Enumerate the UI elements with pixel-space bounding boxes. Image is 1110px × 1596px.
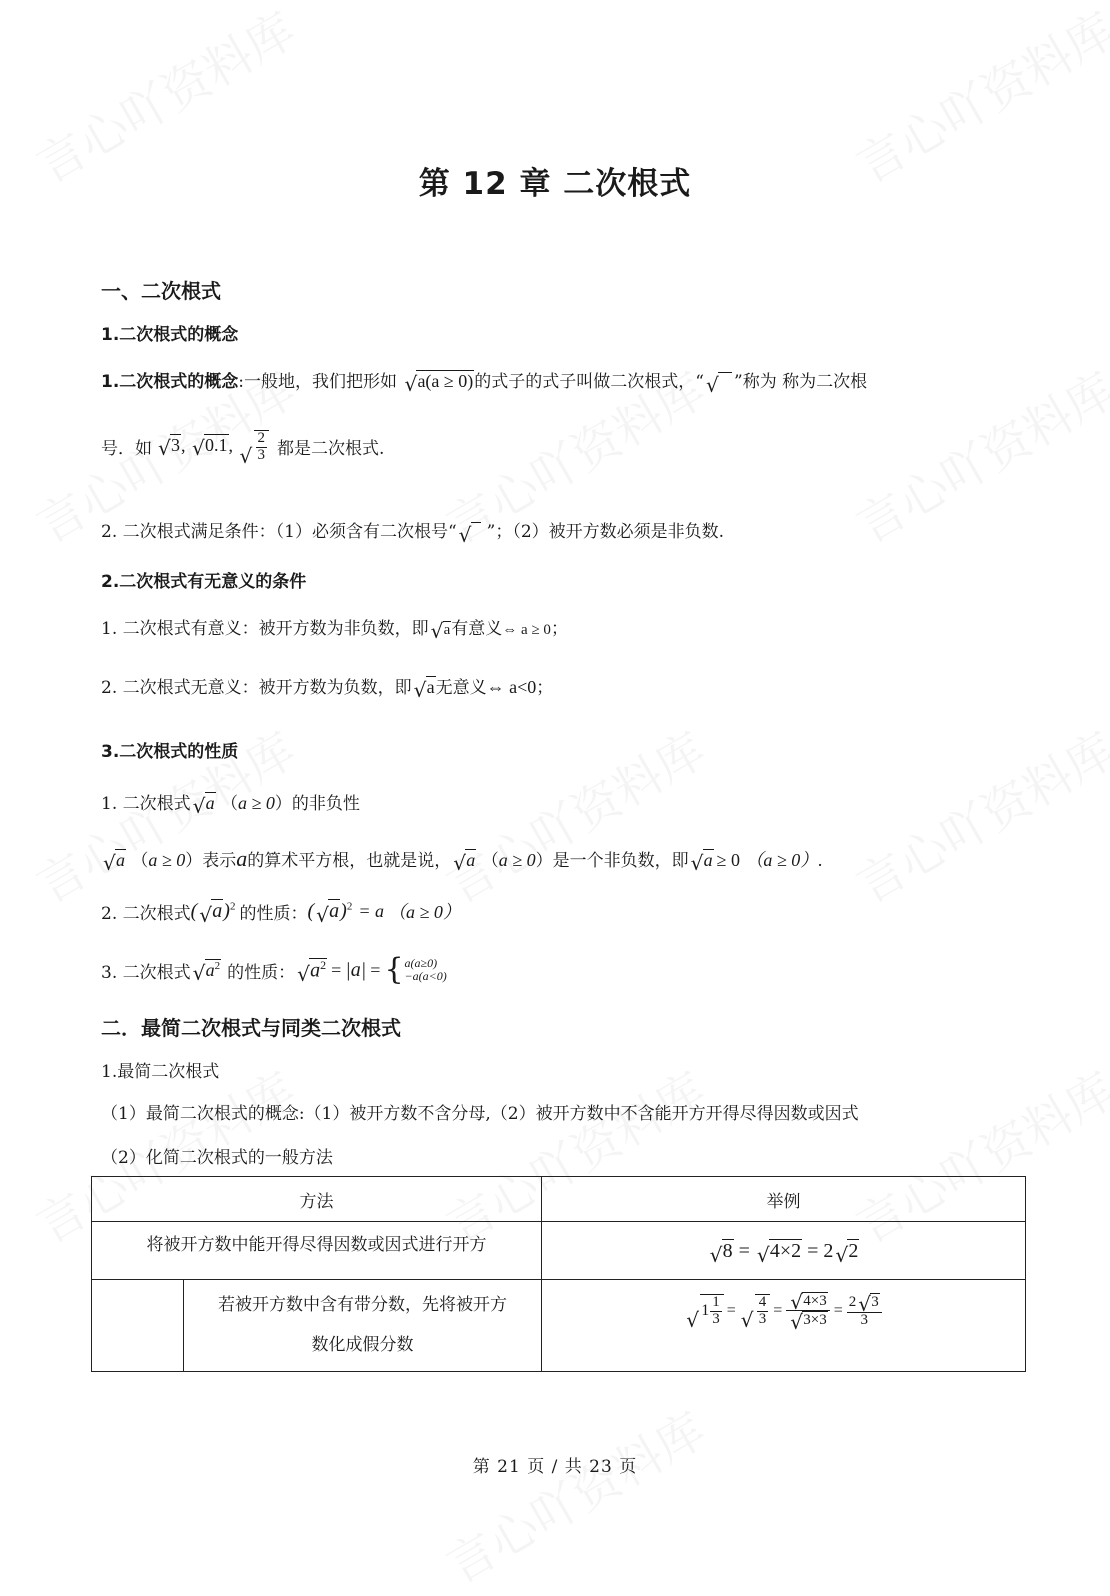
- property1-title: [101, 789, 360, 814]
- radical-a: √ a: [691, 849, 714, 871]
- punctuation: ；: [536, 678, 554, 698]
- example-math: √ 8 = √ 4×2 = 2√ 2: [708, 1240, 860, 1262]
- example-math: √ 1 $\frac{1}{3}$ = √ $\frac{4}{3}$ = √ 4×3 √ 3×3 = $\frac{2√ 3}{3}$: [684, 1292, 883, 1330]
- conditions-text: ”；（2）被开方数必须是非负数.: [486, 522, 725, 542]
- radical-a: √ a: [193, 792, 216, 814]
- concept-text: :一般地，我们把形如: [238, 372, 398, 392]
- watermark: [842, 713, 1110, 917]
- concept-paragraph: [101, 367, 867, 393]
- section-heading: 二．最简二次根式与同类二次根式: [101, 1016, 401, 1040]
- subsection-heading: 1.二次根式的概念: [101, 325, 239, 345]
- definition-line: （1）最简二次根式的概念:（1）被开方数不含分母,（2）被开方数中不含能开方开得尽得因数或因式: [101, 1104, 859, 1124]
- radical-a: √ a: [103, 849, 126, 871]
- piecewise-cases: { a(a≥0) −a(a<0): [384, 952, 447, 987]
- methods-table: [91, 1176, 1026, 1372]
- property-math: a ≥ 0: [238, 793, 275, 813]
- squared-root-a: (√ a)$^2$: [191, 899, 236, 923]
- table-cell: [92, 1280, 184, 1372]
- property-text: 的性质：: [227, 962, 296, 983]
- conditions-line: [101, 517, 724, 543]
- meaningful-text: 有意义: [451, 619, 503, 639]
- meaningless-math: ⇔ a<0: [486, 677, 537, 697]
- examples-line: [101, 430, 384, 464]
- table-cell: 将被开方数中能开得尽得因数或因式进行开方: [92, 1222, 542, 1280]
- concept-text: 的式子的式子叫做二次根式，“: [474, 372, 704, 392]
- table-cell-text: 若被开方数中含有带分数，先将被开方: [218, 1295, 507, 1316]
- property-math: = a: [358, 900, 384, 921]
- meaningful-text: 1. 二次根式有意义：被开方数为非负数，即: [101, 619, 429, 639]
- radicand: a(a ≥ 0): [417, 371, 474, 391]
- case-row: a(a≥0): [404, 955, 438, 970]
- subsection-heading: 3.二次根式的性质: [101, 742, 239, 762]
- examples-text: 都是二次根式.: [277, 439, 385, 460]
- radical-a: √ a: [431, 621, 452, 639]
- property-text: 1. 二次根式: [101, 794, 191, 814]
- watermark: [432, 1393, 716, 1596]
- method-intro-line: （2）化简二次根式的一般方法: [101, 1148, 333, 1168]
- property-math: a ≥ 0: [148, 850, 186, 870]
- radical-a-squared: √ $a^2$: [193, 959, 222, 981]
- example-cell: [542, 1222, 1026, 1280]
- watermark: [842, 353, 1110, 557]
- property1-description: √ a （a ≥ 0）表示a的算术平方根，也就是说，√ a （a ≥ 0）是一个非负数，即√ a ≥ 0 （a ≥ 0）.: [101, 846, 823, 872]
- radical-a: √ a: [453, 849, 476, 871]
- table-header: 方法: [92, 1177, 542, 1222]
- radical-symbol: [459, 522, 487, 543]
- property-text: （: [131, 851, 149, 871]
- subsection-heading: 1.最简二次根式: [101, 1062, 220, 1082]
- property-text: 3. 二次根式: [101, 962, 191, 983]
- property-text: ）的非负性: [274, 794, 360, 814]
- property-text: 2. 二次根式: [101, 903, 191, 924]
- subsection-heading: 2.二次根式有无意义的条件: [101, 572, 307, 592]
- property-math: （a ≥ 0）.: [745, 850, 823, 870]
- property-text: 的性质：: [239, 903, 308, 924]
- meaningless-text: 2. 二次根式无意义：被开方数为负数，即: [101, 678, 412, 698]
- concept-label: 1.二次根式的概念: [101, 372, 239, 392]
- property-math: ≥ 0: [716, 850, 740, 870]
- example-cell: [542, 1280, 1026, 1372]
- property-text: ）表示: [185, 851, 237, 871]
- page-title: 第 12 章 二次根式: [418, 166, 692, 202]
- examples-text: 号．如: [101, 439, 152, 460]
- table-cell: [184, 1280, 542, 1372]
- meaningless-text: 无意义: [435, 678, 487, 698]
- radical-a: √ a: [414, 676, 436, 698]
- squared-root-a: (√ a)$^2$: [307, 899, 352, 923]
- property-text: 的算术平方根，也就是说，: [247, 851, 452, 871]
- case-row: −a(a<0): [404, 969, 447, 983]
- radical-symbol: [706, 372, 734, 393]
- property-text: （: [221, 794, 239, 814]
- property-math: （a ≥ 0）: [387, 902, 461, 922]
- watermark: [432, 713, 716, 917]
- section-heading: 一、二次根式: [101, 279, 221, 303]
- table-cell-text: 数化成假分数: [311, 1334, 414, 1355]
- meaningless-line: [101, 673, 553, 698]
- meaningful-math: ⇔ a ≥ 0: [502, 622, 551, 638]
- property3-line: 3. 二次根式 √ $a^2$ 的性质： √ $a^2$ = |a| = { a(a≥0) −a(a<0): [101, 955, 447, 985]
- property-text: （: [481, 851, 499, 871]
- punctuation: ；: [550, 619, 568, 639]
- property-text: ）是一个非负数，即: [535, 851, 689, 871]
- meaningful-line: [101, 614, 568, 639]
- radical-expression: [404, 370, 474, 392]
- property2-line: [101, 898, 461, 924]
- radical-a-squared: √ $a^2$: [297, 958, 327, 983]
- conditions-text: 2. 二次根式满足条件：（1）必须含有二次根号“: [101, 522, 457, 542]
- example-list: √ 3, √ 0.1, √ $\frac{2}{3}$: [156, 430, 269, 464]
- concept-text: ”称为 称为二次根: [734, 372, 868, 392]
- page-footer: 第 21 页 / 共 23 页: [472, 1457, 638, 1477]
- table-header: 举例: [542, 1177, 1026, 1222]
- property-math: a ≥ 0: [498, 850, 536, 870]
